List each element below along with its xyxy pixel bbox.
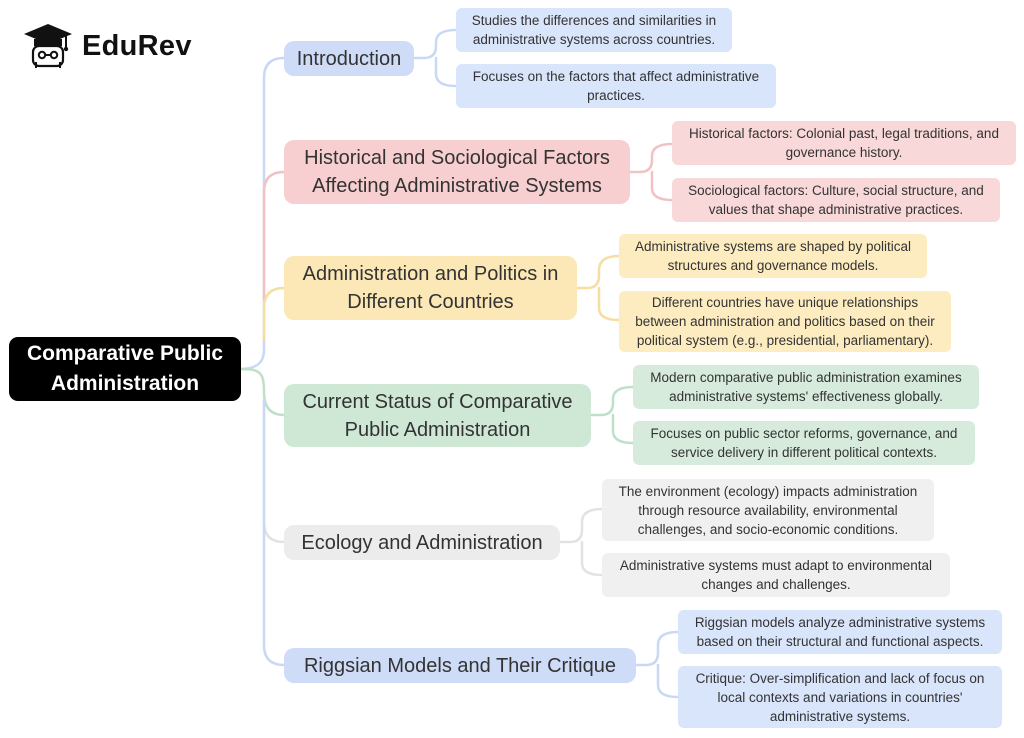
branch-current-status [284, 384, 591, 447]
leaf-text: Studies the differences and similarities in administrative systems across countries. [471, 13, 717, 47]
leaf-text: Sociological factors: Culture, social structure, and values that shape administrative practices. [688, 183, 984, 217]
leaf-current-status-2 [633, 421, 975, 465]
leaf-text: Administrative systems must adapt to environmental changes and challenges. [619, 558, 933, 592]
branch-label: Current Status of Comparative Public Administration [302, 390, 573, 441]
leaf-text: Modern comparative public administration examines administrative systems' effectiveness globally. [650, 370, 962, 404]
leaf-ecology-2 [602, 553, 950, 597]
leaf-historical-2 [672, 178, 1000, 222]
leaf-text: Different countries have unique relationships between administration and politics based on their political system (e.g., presidential, parliamentary). [635, 295, 935, 348]
connector-root-politics [264, 288, 284, 340]
leaf-historical-1 [672, 121, 1016, 165]
branch-label: Riggsian Models and Their Critique [303, 654, 616, 677]
leaf-text: Historical factors: Colonial past, legal traditions, and governance history. [689, 126, 999, 160]
leaf-current-status-1 [633, 365, 979, 409]
branch-riggsian-models [284, 648, 636, 683]
connector-historical-leaves [630, 144, 672, 200]
leaf-text: Focuses on the factors that affect administrative practices. [472, 69, 760, 103]
leaf-introduction-2 [456, 64, 776, 108]
edurev-logo [22, 22, 192, 70]
leaf-riggsian-2 [678, 666, 1002, 728]
branch-label: Introduction [296, 47, 402, 70]
connector-root-ecology [264, 400, 284, 542]
branch-administration-politics [284, 256, 577, 320]
leaf-text: The environment (ecology) impacts administration through resource availability, environmental challenges, and socio-economic conditions. [618, 483, 918, 537]
leaf-text: Administrative systems are shaped by political structures and governance models. [634, 239, 912, 273]
connector-root-historical [264, 172, 284, 300]
leaf-ecology-1 [602, 479, 934, 541]
root-node [9, 337, 241, 401]
branch-ecology-administration [284, 525, 560, 560]
leaf-text: Critique: Over-simplification and lack of focus on local contexts and variations in countries' administrative systems. [695, 670, 985, 724]
leaf-politics-2 [619, 291, 951, 352]
leaf-riggsian-1 [678, 610, 1002, 654]
logo-brand-text: EduRev [82, 29, 192, 62]
branch-historical-sociological [284, 140, 630, 204]
root-label: Comparative Public Administration [26, 342, 224, 395]
branch-introduction [284, 41, 414, 76]
leaf-text: Riggsian models analyze administrative systems based on their structural and functional aspects. [694, 615, 986, 649]
connector-root-introduction [240, 58, 284, 369]
leaf-text: Focuses on public sector reforms, governance, and service delivery in different political contexts. [650, 426, 958, 460]
branch-label: Ecology and Administration [301, 531, 543, 554]
connector-riggsian-leaves [636, 632, 678, 697]
connector-ecology-leaves [560, 509, 602, 575]
connector-root-current-status [240, 369, 284, 415]
leaf-politics-1 [619, 234, 927, 278]
connector-introduction-leaves [414, 30, 456, 86]
branch-label: Administration and Politics in Different Countries [302, 263, 559, 313]
branch-label: Historical and Sociological Factors Affecting Administrative Systems [304, 147, 610, 197]
leaf-introduction-1 [456, 8, 732, 52]
connector-current-leaves [591, 387, 633, 443]
graduation-cap-face-icon [22, 22, 74, 70]
connector-politics-leaves [577, 256, 619, 320]
